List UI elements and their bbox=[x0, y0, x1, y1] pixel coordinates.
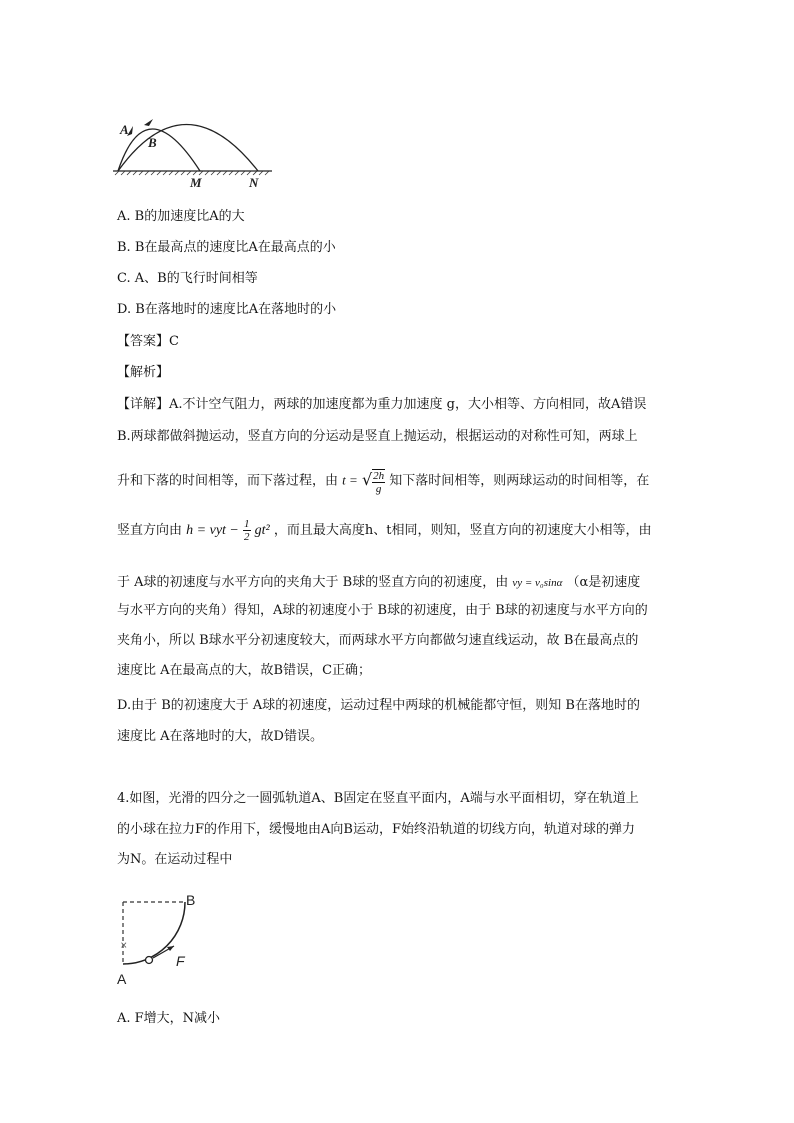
trajectory-a bbox=[118, 129, 200, 171]
detail-line-7: 夹角小，所以 B球水平分初速度较大，而两球水平方向都做匀速直线运动，故 B在最高点的 bbox=[117, 633, 639, 648]
label-b2: B bbox=[186, 892, 196, 908]
label-f: F bbox=[176, 953, 185, 969]
formula-h-frac bbox=[243, 518, 251, 543]
formula-h-den: 2 bbox=[244, 531, 250, 543]
detail-line-8: 速度比 A在最高点的大，故B错误，C正确； bbox=[117, 663, 372, 678]
detail-line-10: 速度比 A在落地时的大，故D错误。 bbox=[117, 729, 323, 744]
quarter-arc-figure bbox=[112, 890, 212, 990]
force-arrowhead bbox=[167, 946, 174, 951]
formula-v: vy = v₀sinα bbox=[512, 577, 563, 589]
label-a2: A bbox=[117, 971, 127, 987]
option-c: C. A、B的飞行时间相等 bbox=[117, 271, 258, 286]
formula-t-den: g bbox=[375, 482, 382, 495]
projectile-figure bbox=[110, 105, 280, 190]
formula-t-num: 2h bbox=[373, 469, 385, 482]
analysis-heading: 【解析】 bbox=[117, 365, 170, 380]
detail-line-3 bbox=[117, 466, 649, 496]
label-x-mark: × bbox=[120, 941, 128, 951]
label-a: A bbox=[120, 122, 129, 137]
detail-line-4 bbox=[117, 516, 652, 546]
formula-h-tail: gt² bbox=[254, 523, 270, 538]
detail-line-5 bbox=[117, 574, 640, 592]
detail-line-1: 【详解】A.不计空气阻力，两球的加速度都为重力加速度 g，大小相等、方向相同，故A错误 bbox=[117, 397, 647, 412]
formula-t-sqrt: √ $\frac{2h}{g}$ bbox=[361, 469, 385, 495]
q4-stem-1: 4.如图，光滑的四分之一圆弧轨道A、B固定在竖直平面内，A端与水平面相切，穿在轨道上 bbox=[117, 791, 639, 806]
detail-line-4a: 竖直方向由 bbox=[117, 523, 183, 538]
detail-line-2: B.两球都做斜抛运动，竖直方向的分运动是竖直上抛运动，根据运动的对称性可知，两球上 bbox=[117, 429, 638, 444]
q4-stem-3: 为N。在运动过程中 bbox=[117, 852, 233, 867]
detail-line-4b: ，而且最大高度h、t相同，则知，竖直方向的初速度大小相等，由 bbox=[273, 523, 652, 538]
option-d: D. B在落地时的速度比A在落地时的小 bbox=[117, 302, 337, 317]
label-m: M bbox=[190, 175, 202, 190]
formula-h: h = vyt − bbox=[186, 523, 239, 538]
formula-t: t = bbox=[342, 472, 358, 488]
label-b: B bbox=[148, 135, 157, 150]
detail-line-5a: 于 A球的初速度与水平方向的夹角大于 B球的竖直方向的初速度，由 bbox=[117, 575, 509, 590]
formula-h-num: 1 bbox=[244, 518, 250, 530]
detail-line-5b: （α是初速度 bbox=[566, 575, 641, 590]
q4-option-a: A. F增大，N减小 bbox=[117, 1011, 221, 1026]
detail-line-3a: 升和下落的时间相等，而下落过程，由 bbox=[117, 473, 339, 489]
ball bbox=[146, 957, 153, 964]
detail-line-9: D.由于 B的初速度大于 A球的初速度，运动过程中两球的机械能都守恒，则知 B在落地时的 bbox=[117, 698, 640, 713]
option-a: A. B的加速度比A的大 bbox=[117, 209, 245, 224]
answer: 【答案】C bbox=[117, 334, 179, 349]
trajectory-b bbox=[118, 125, 258, 172]
detail-line-3b: 知下落时间相等，则两球运动的时间相等，在 bbox=[389, 473, 650, 489]
q4-stem-2: 的小球在拉力F的作用下，缓慢地由A向B运动，F始终沿轨道的切线方向，轨道对球的弹力 bbox=[117, 822, 635, 837]
option-b: B. B在最高点的速度比A在最高点的小 bbox=[117, 240, 336, 255]
arrow-b bbox=[144, 119, 153, 126]
detail-line-6: 与水平方向的夹角）得知，A球的初速度小于 B球的初速度，由于 B球的初速度与水平方向的 bbox=[117, 603, 648, 618]
label-n: N bbox=[249, 175, 259, 190]
